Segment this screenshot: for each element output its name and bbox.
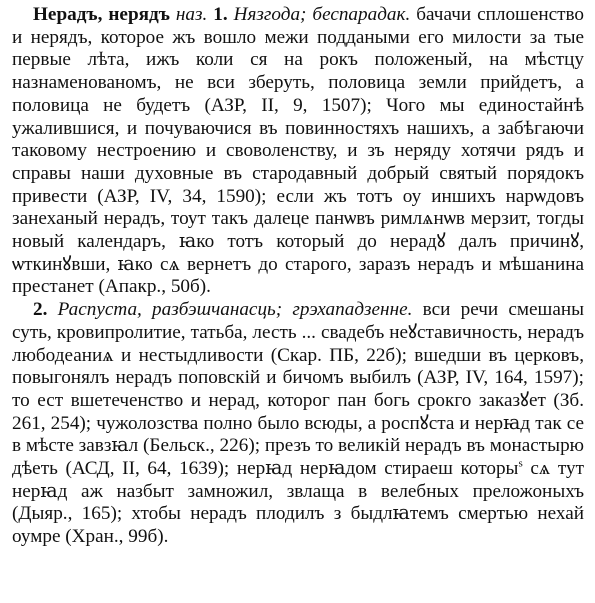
superscript-s: s [518,457,523,470]
sense-2-number: 2. [33,299,48,321]
sense-2-citations: вси речи смешаны суть, кровипролитие, татьба, лесть ... свадебъ неꙋставичность, нерадъ любодеаниѧ и нестыдливости (Скар. ПБ, 22б); вшедши въ церковъ, повыгонялъ нерадъ поповскій и бичомъ выбилъ (АЗР, IV, 164, 1597); то ест вшетеченство и нерад, которог пан богь срокго заказꙋет (Зб. 261, 254); чужолозства полно было всюды, а роспꙋста и нерꙗд так се в мѣсте завзꙗл (Бельск., 226); презъ то великій нерадъ въ монастырю дѣеть (АСД, II, 64, 1639); нерꙗд нерꙗдом стираеш которы [12,299,585,480]
sense-1-number: 1. [213,4,228,25]
grammatical-label: наз. [175,4,208,25]
sense-1-paragraph [12,4,584,299]
sense-1-citations: бачачи сплошенство и нерядъ, которое жъ вошло межи поддаными его милости за тые первые лѣта, ижъ коли ся на рокъ положеный, на мѣстцу назнаменованомъ, не вси зберуть, половица земли прийдетъ, а половица не будетъ (АЗР, II, 9, 1507); Чого мы единостайнѣ ужалившися, и почуваючися въ повинностяхъ нашихъ, а забѣгаючи таковому нестроению и своволенству, и зъ неряду хотячи рядъ и справы наши духовные въ стародавный добрый святый порядокъ привести (АЗР, IV, 34, 1590); если жъ тотъ оу иншихъ нарѡдовъ занеханый нерадъ, тоут такъ далеце панѡвъ римлѧнѡв мерзит, тогды новый календаръ, ꙗко тотъ который до нерадꙋ далъ причинꙋ, ѡткинꙋвши, ꙗко сѧ вернетъ до старого, заразъ нерадъ и мѣшанина престанет (Апакр., 50б). [12,4,585,298]
headword: Нерадъ, нерядъ [33,4,170,25]
sense-2-paragraph [12,299,584,549]
sense-2-gloss: Распуста, разбэшчанасць; грэхападзенне. [57,299,413,321]
sense-2-citations-end: сѧ тут нерꙗд аж назбыт замножил, звлаща в велебных преложоныхъ (Дыяр., 165); хтобы нерадъ плодилъ з быдлꙗтемъ смертью нехай оумре (Хран., 99б). [12,458,584,548]
sense-1-gloss: Нязгода; беспарадак. [233,4,411,25]
